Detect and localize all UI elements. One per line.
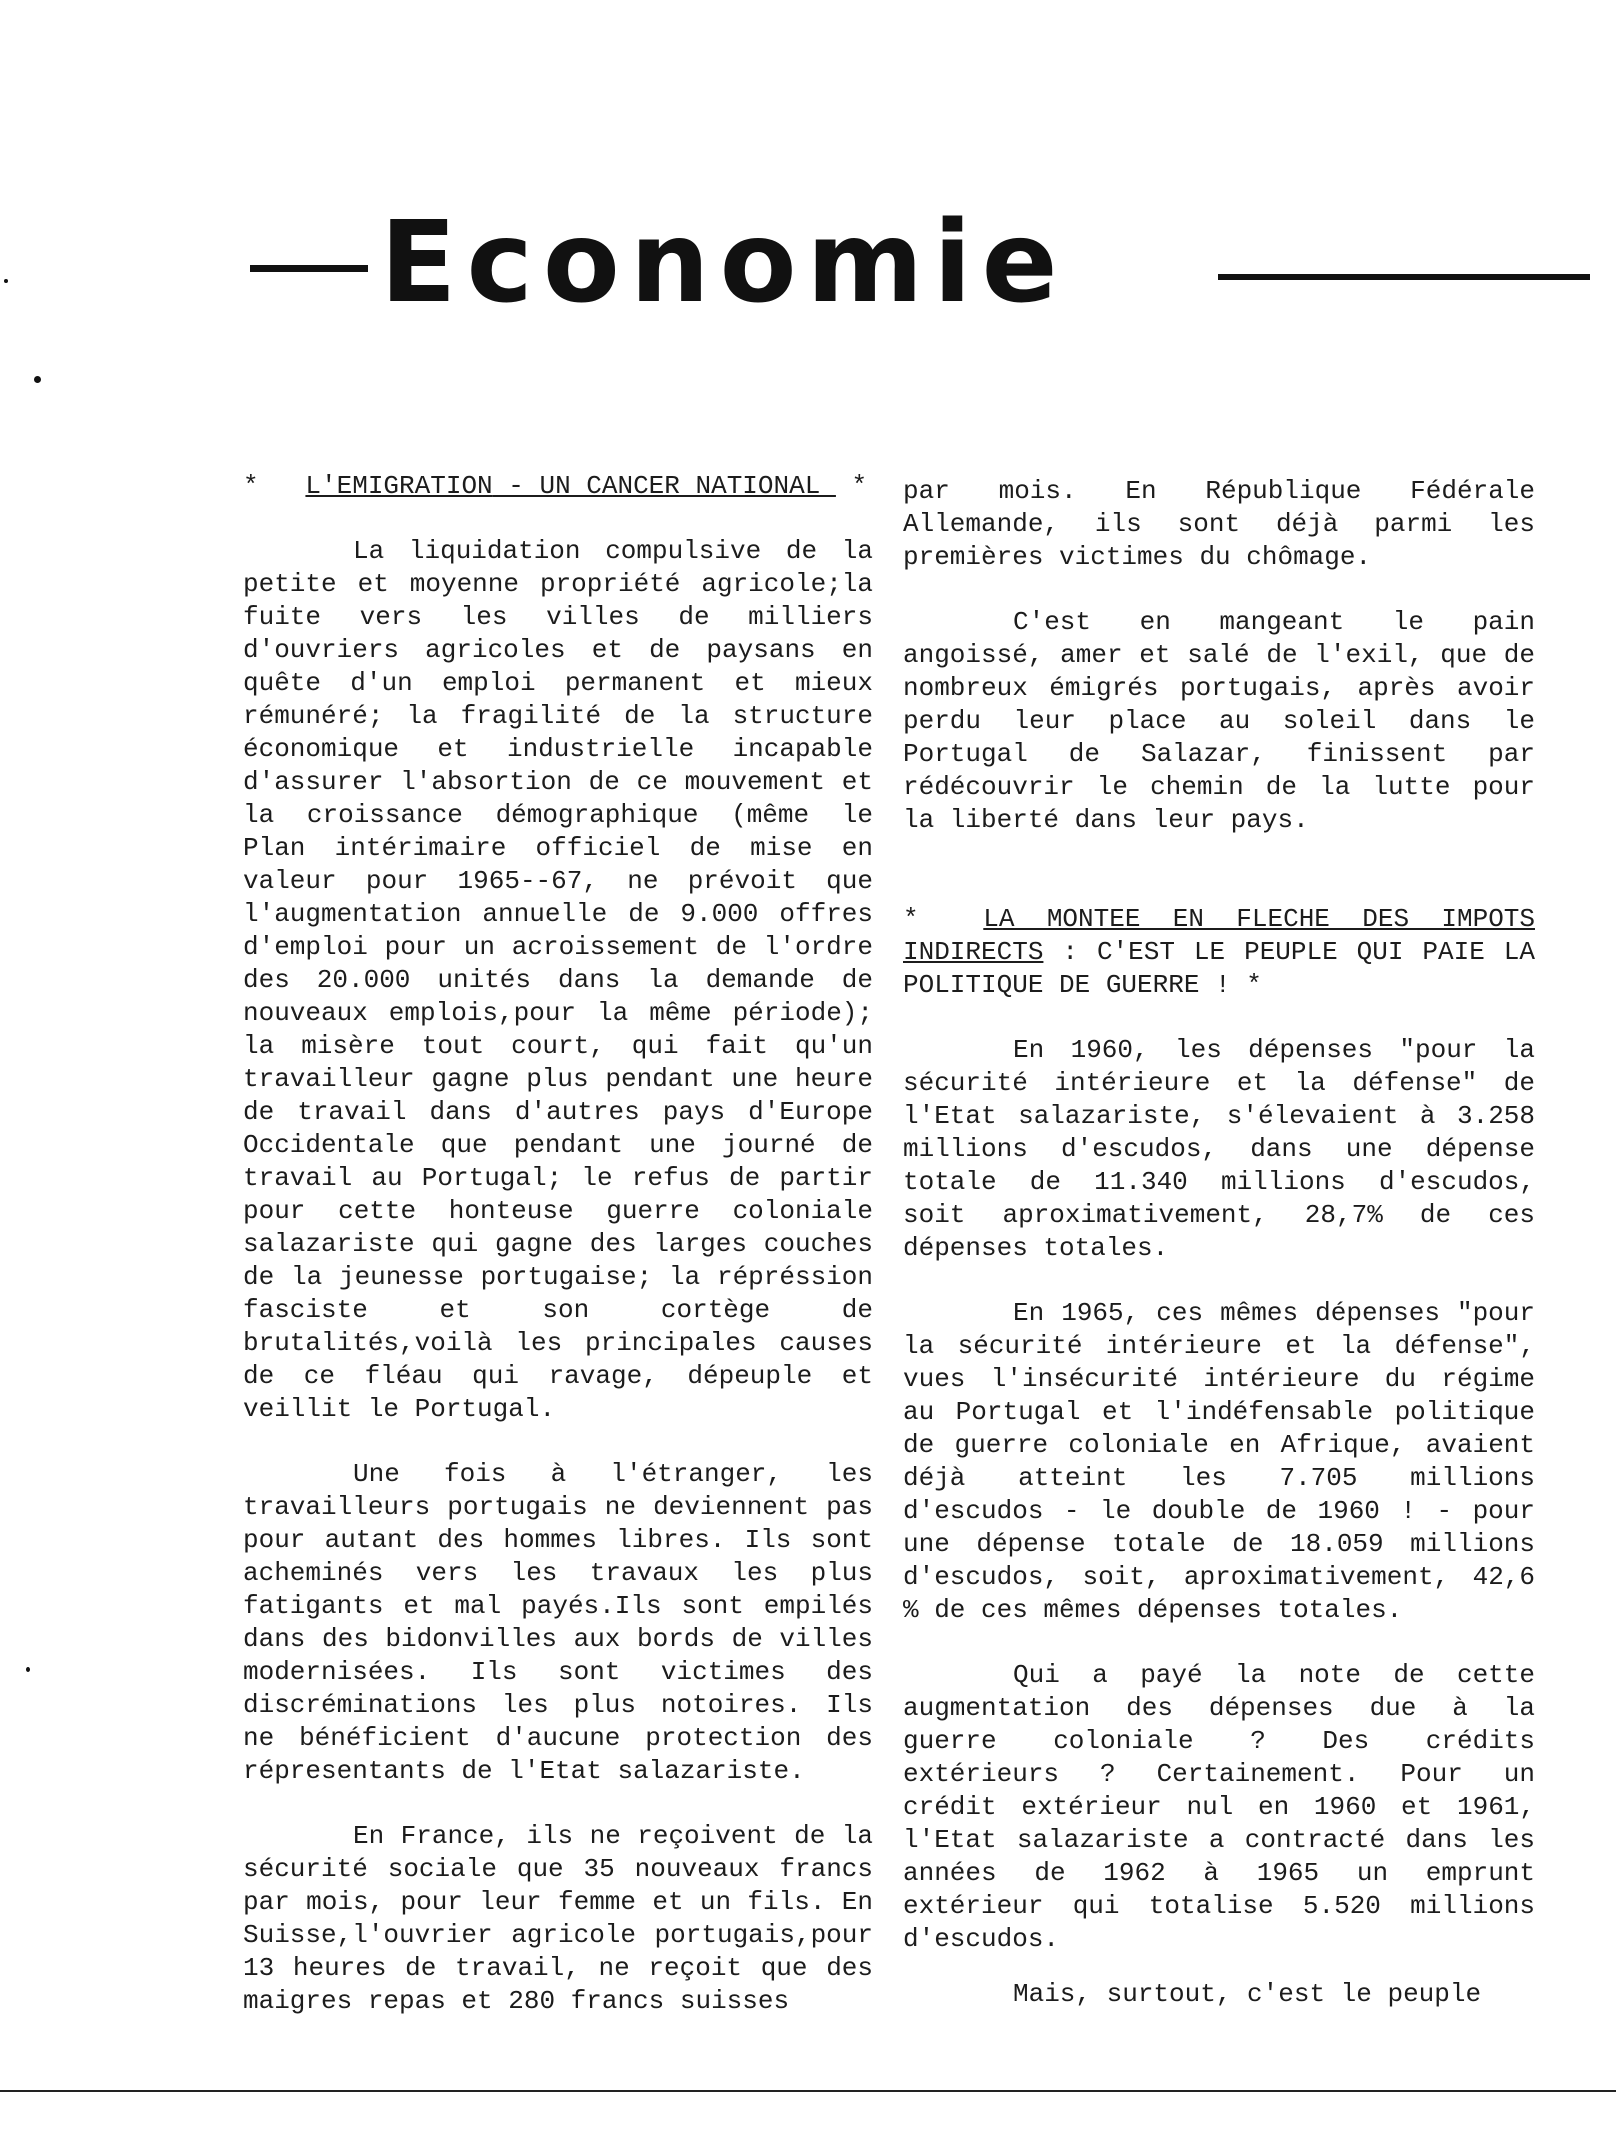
scan-speck	[4, 279, 8, 283]
right-column	[903, 475, 1535, 2011]
heading-star: *	[1246, 970, 1262, 1000]
heading-subtitle: - UN CANCER NATIONAL	[492, 471, 836, 501]
heading-star: *	[851, 471, 868, 501]
article-heading-impots	[903, 903, 1535, 1002]
paragraph: Une fois à l'étranger, les travailleurs portugais ne deviennent pas pour autant des hommes libres. Ils sont acheminés vers les travaux les plus fatigants et mal payés.Ils sont empilés dans des bidonvilles aux bords de villes modernisées. Ils sont victimes des discréminations les plus notoires. Ils ne bénéficient d'aucune protection des répresentants de l'Etat salazariste.	[243, 1459, 873, 1786]
paragraph: C'est en mangeant le pain angoissé, amer et salé de l'exil, que de nombreux émigrés portugais, après avoir perdu leur place au soleil dans le Portugal de Salazar, finissent par rédécouvrir le chemin de la lutte pour la liberté dans leur pays.	[903, 607, 1535, 835]
scan-speck	[34, 376, 41, 383]
section-header	[250, 198, 1590, 328]
heading-subtitle: : C'EST LE PEUPLE QUI PAIE LA POLITIQUE DE GUERRE !	[903, 937, 1535, 1000]
paragraph-continuation: par mois. En République Fédérale Allemande, ils sont déjà parmi les premières victimes du chômage.	[903, 476, 1535, 572]
bottom-rule	[0, 2090, 1616, 2092]
paragraph: Mais, surtout, c'est le peuple	[1013, 1979, 1482, 2009]
paragraph: En 1965, ces mêmes dépenses "pour la sécurité intérieure et la défense", vues l'insécurité intérieure du régime au Portugal et l'indéfensable politique de guerre coloniale en Afrique, avaient déjà atteint les 7.705 millions d'escudos - le double de 1960 ! - pour une dépense totale de 18.059 millions d'escudos, soit, aproximativement, 42,6 % de ces mêmes dépenses totales.	[903, 1298, 1535, 1625]
heading-star: *	[243, 471, 259, 501]
header-rule-left	[250, 265, 368, 272]
paragraph: En 1960, les dépenses "pour la sécurité intérieure et la défense" de l'Etat salazariste, s'élevaient à 3.258 millions d'escudos, dans une dépense totale de 11.340 millions d'escudos, soit aproximativement, 28,7% de ces dépenses totales.	[903, 1035, 1535, 1263]
paragraph: En France, ils ne reçoivent de la sécurité sociale que 35 nouveaux francs par mois, pour leur femme et un fils. En Suisse,l'ouvrier agricole portugais,pour 13 heures de travail, ne reçoit que des maigres repas et 280 francs suisses	[243, 1821, 873, 2016]
article-heading-emigration	[243, 470, 873, 503]
heading-star: *	[903, 904, 919, 934]
heading-title: LA MONTEE EN FLECHE DES IMPOTS INDIRECTS	[903, 904, 1535, 967]
scan-speck	[26, 1667, 30, 1672]
paragraph: La liquidation compulsive de la petite et moyenne propriété agricole;la fuite vers les villes de milliers d'ouvriers agricoles et de paysans en quête d'un emploi permanent et mieux rémunéré; la fragilité de la structure économique et industrielle incapable d'assurer l'absortion de ce mouvement et la croissance démographique (même le Plan intérimaire officiel de mise en valeur pour 1965--67, ne prévoit que l'augmentation annuelle de 9.000 offres d'emploi pour un acroissement de l'ordre des 20.000 unités dans la demande de nouveaux emplois,pour la même période); la misère tout court, qui fait qu'un travailleur gagne plus pendant une heure de travail dans d'autres pays d'Europe Occidentale que pendant une journé de travail au Portugal; le refus de partir pour cette honteuse guerre coloniale salazariste qui gagne des larges couches de la jeunesse portugaise; la répréssion fasciste et son cortège de brutalités,voilà les principales causes de ce fléau qui ravage, dépeuple et veillit le Portugal.	[243, 536, 873, 1424]
header-rule-right	[1218, 274, 1590, 280]
left-column	[243, 470, 873, 2018]
paragraph: Qui a payé la note de cette augmentation des dépenses due à la guerre coloniale ? Des crédits extérieurs ? Certainement. Pour un crédit extérieur nul en 1960 et 1961, l'Etat salazariste a contracté dans les années de 1962 à 1965 un emprunt extérieur qui totalise 5.520 millions d'escudos.	[903, 1660, 1535, 1954]
section-title: Economie	[380, 198, 1068, 328]
heading-title: L'EMIGRATION	[305, 471, 493, 501]
